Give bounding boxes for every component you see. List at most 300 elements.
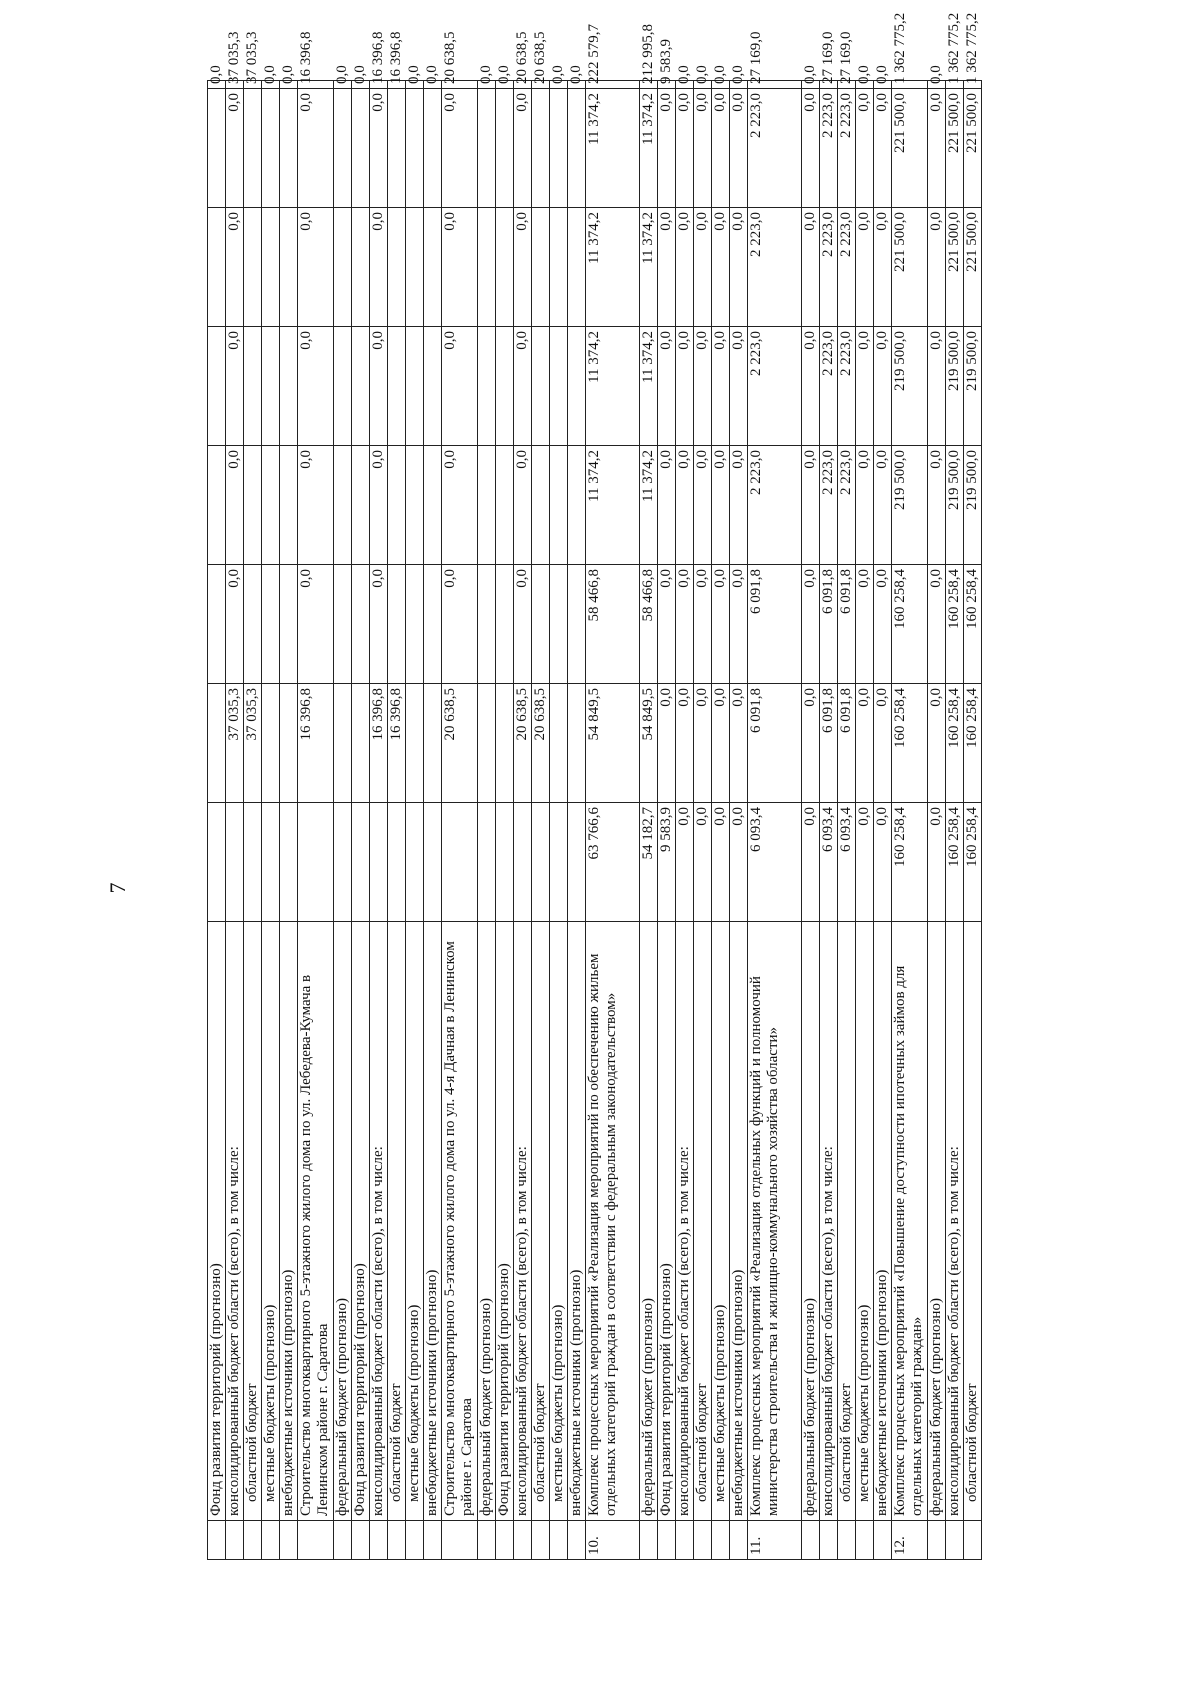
row-number	[730, 1521, 748, 1560]
row-label: местные бюджеты (прогнозно)	[712, 922, 730, 1521]
value-cell: 63 766,6	[586, 803, 640, 922]
value-cell	[424, 446, 442, 565]
row-number	[550, 1521, 568, 1560]
value-cell	[532, 327, 550, 446]
table-row	[532, 81, 550, 1560]
value-cell: 0,0	[514, 208, 532, 327]
value-cell	[280, 208, 298, 327]
value-cell: 6 091,8	[820, 684, 838, 803]
value-cell	[244, 446, 262, 565]
value-cell: 0,0	[730, 803, 748, 922]
value-cell: 160 258,4	[964, 684, 982, 803]
row-number: 11.	[748, 1521, 802, 1560]
value-cell	[262, 208, 280, 327]
table-row	[514, 81, 532, 1560]
value-cell: 0,0	[928, 565, 946, 684]
row-number	[226, 1521, 244, 1560]
row-label: федеральный бюджет (прогнозно)	[928, 922, 946, 1521]
row-number	[532, 1521, 550, 1560]
table-row	[370, 81, 388, 1560]
table-row	[334, 81, 352, 1560]
value-cell	[262, 446, 280, 565]
value-cell	[298, 803, 334, 922]
table-row	[388, 81, 406, 1560]
value-cell: 0,0	[856, 565, 874, 684]
value-cell: 0,0	[802, 803, 820, 922]
value-cell: 0,0	[802, 89, 820, 208]
value-cell: 0,0	[658, 89, 676, 208]
value-cell: 0,0	[676, 327, 694, 446]
value-cell: 0,0	[568, 81, 586, 89]
value-cell	[388, 208, 406, 327]
value-cell	[244, 327, 262, 446]
value-cell	[208, 446, 226, 565]
value-cell: 0,0	[442, 565, 478, 684]
value-cell	[568, 446, 586, 565]
value-cell: 160 258,4	[964, 565, 982, 684]
value-cell: 6 093,4	[820, 803, 838, 922]
value-cell: 0,0	[730, 446, 748, 565]
row-number	[640, 1521, 658, 1560]
value-cell	[424, 89, 442, 208]
value-cell: 6 093,4	[748, 803, 802, 922]
value-cell: 9 583,9	[658, 803, 676, 922]
value-cell	[478, 565, 496, 684]
table-row	[748, 81, 802, 1560]
value-cell	[352, 327, 370, 446]
value-cell: 219 500,0	[946, 446, 964, 565]
value-cell	[352, 89, 370, 208]
row-number: 12.	[892, 1521, 928, 1560]
value-cell: 16 396,8	[370, 684, 388, 803]
value-cell	[496, 446, 514, 565]
value-cell: 0,0	[370, 327, 388, 446]
value-cell: 0,0	[658, 446, 676, 565]
value-cell: 58 466,8	[640, 565, 658, 684]
value-cell	[568, 684, 586, 803]
value-cell	[244, 89, 262, 208]
value-cell: 20 638,5	[514, 684, 532, 803]
value-cell	[334, 446, 352, 565]
table-row	[712, 81, 730, 1560]
value-cell: 0,0	[658, 565, 676, 684]
value-cell: 6 091,8	[748, 684, 802, 803]
value-cell: 2 223,0	[838, 446, 856, 565]
value-cell: 0,0	[928, 446, 946, 565]
value-cell	[406, 446, 424, 565]
row-label: консолидированный бюджет области (всего), в том числе:	[370, 922, 388, 1521]
value-cell	[550, 327, 568, 446]
value-cell: 0,0	[712, 327, 730, 446]
value-cell: 0,0	[730, 208, 748, 327]
page-number: 7	[105, 882, 130, 894]
value-cell: 0,0	[442, 446, 478, 565]
row-number	[694, 1521, 712, 1560]
value-cell	[208, 684, 226, 803]
value-cell: 0,0	[676, 446, 694, 565]
value-cell: 160 258,4	[892, 684, 928, 803]
value-cell: 1 362 775,2	[964, 81, 982, 89]
table-row	[838, 81, 856, 1560]
value-cell: 0,0	[856, 327, 874, 446]
value-cell	[388, 327, 406, 446]
value-cell: 2 223,0	[820, 446, 838, 565]
table-row	[892, 81, 928, 1560]
value-cell: 0,0	[856, 684, 874, 803]
value-cell	[568, 208, 586, 327]
row-number	[334, 1521, 352, 1560]
value-cell: 0,0	[856, 208, 874, 327]
value-cell: 6 091,8	[838, 684, 856, 803]
value-cell	[550, 684, 568, 803]
value-cell: 11 374,2	[640, 327, 658, 446]
value-cell: 0,0	[730, 327, 748, 446]
row-number	[424, 1521, 442, 1560]
row-label: Строительство многоквартирного 5-этажного жилого дома по ул. 4-я Дачная в Ленинском районе г. Саратова	[442, 922, 478, 1521]
value-cell: 27 169,0	[838, 81, 856, 89]
row-label: местные бюджеты (прогнозно)	[856, 922, 874, 1521]
row-number	[928, 1521, 946, 1560]
value-cell	[334, 208, 352, 327]
value-cell: 0,0	[694, 565, 712, 684]
value-cell: 221 500,0	[946, 89, 964, 208]
value-cell: 0,0	[370, 89, 388, 208]
value-cell: 0,0	[658, 684, 676, 803]
value-cell: 0,0	[802, 684, 820, 803]
value-cell	[406, 803, 424, 922]
table-row	[946, 81, 964, 1560]
value-cell	[550, 565, 568, 684]
value-cell: 0,0	[874, 565, 892, 684]
row-number	[370, 1521, 388, 1560]
value-cell	[370, 803, 388, 922]
value-cell	[244, 803, 262, 922]
table-row	[802, 81, 820, 1560]
value-cell: 27 169,0	[820, 81, 838, 89]
row-label: внебюджетные источники (прогнозно)	[280, 922, 298, 1521]
row-number	[856, 1521, 874, 1560]
value-cell: 2 223,0	[838, 327, 856, 446]
value-cell: 219 500,0	[964, 446, 982, 565]
row-number	[874, 1521, 892, 1560]
value-cell: 20 638,5	[442, 684, 478, 803]
value-cell: 0,0	[802, 208, 820, 327]
value-cell: 0,0	[874, 208, 892, 327]
value-cell: 16 396,8	[388, 684, 406, 803]
value-cell: 0,0	[802, 327, 820, 446]
row-number	[478, 1521, 496, 1560]
value-cell: 0,0	[406, 81, 424, 89]
value-cell: 0,0	[262, 81, 280, 89]
value-cell	[334, 684, 352, 803]
value-cell	[424, 208, 442, 327]
row-label: консолидированный бюджет области (всего), в том числе:	[514, 922, 532, 1521]
table-row	[208, 81, 226, 1560]
table-row	[352, 81, 370, 1560]
row-number	[802, 1521, 820, 1560]
table-row	[406, 81, 424, 1560]
value-cell: 0,0	[226, 446, 244, 565]
row-label: внебюджетные источники (прогнозно)	[424, 922, 442, 1521]
value-cell: 219 500,0	[946, 327, 964, 446]
row-number: 10.	[586, 1521, 640, 1560]
row-label: федеральный бюджет (прогнозно)	[334, 922, 352, 1521]
row-label: Фонд развития территорий (прогнозно)	[352, 922, 370, 1521]
value-cell: 0,0	[712, 81, 730, 89]
value-cell: 0,0	[928, 208, 946, 327]
value-cell	[208, 803, 226, 922]
value-cell: 221 500,0	[892, 89, 928, 208]
value-cell: 58 466,8	[586, 565, 640, 684]
value-cell: 2 223,0	[820, 327, 838, 446]
value-cell: 11 374,2	[586, 446, 640, 565]
value-cell	[532, 89, 550, 208]
value-cell: 219 500,0	[892, 446, 928, 565]
row-label: федеральный бюджет (прогнозно)	[478, 922, 496, 1521]
value-cell: 0,0	[442, 208, 478, 327]
value-cell	[406, 327, 424, 446]
value-cell: 0,0	[874, 803, 892, 922]
value-cell: 0,0	[226, 327, 244, 446]
value-cell: 11 374,2	[640, 208, 658, 327]
value-cell: 0,0	[298, 327, 334, 446]
value-cell	[478, 208, 496, 327]
value-cell	[568, 803, 586, 922]
value-cell: 6 091,8	[820, 565, 838, 684]
value-cell: 54 182,7	[640, 803, 658, 922]
row-label: консолидированный бюджет области (всего), в том числе:	[226, 922, 244, 1521]
value-cell	[478, 327, 496, 446]
table-row	[658, 81, 676, 1560]
value-cell	[478, 684, 496, 803]
rotated-table-container	[207, 12, 1069, 1560]
value-cell: 0,0	[712, 565, 730, 684]
value-cell	[226, 803, 244, 922]
value-cell: 219 500,0	[964, 327, 982, 446]
value-cell	[478, 89, 496, 208]
value-cell: 0,0	[694, 803, 712, 922]
value-cell: 0,0	[928, 803, 946, 922]
value-cell: 54 849,5	[586, 684, 640, 803]
value-cell	[262, 327, 280, 446]
value-cell: 0,0	[712, 89, 730, 208]
value-cell	[532, 803, 550, 922]
value-cell	[388, 89, 406, 208]
value-cell: 0,0	[928, 684, 946, 803]
table-row	[874, 81, 892, 1560]
value-cell	[406, 684, 424, 803]
value-cell: 20 638,5	[532, 684, 550, 803]
value-cell: 0,0	[802, 81, 820, 89]
table-row	[442, 81, 478, 1560]
value-cell: 0,0	[694, 446, 712, 565]
value-cell: 6 093,4	[838, 803, 856, 922]
value-cell: 0,0	[928, 81, 946, 89]
value-cell: 0,0	[298, 446, 334, 565]
row-label: федеральный бюджет (прогнозно)	[640, 922, 658, 1521]
table-row	[298, 81, 334, 1560]
value-cell	[424, 565, 442, 684]
value-cell	[334, 565, 352, 684]
row-number	[388, 1521, 406, 1560]
row-label: консолидированный бюджет области (всего), в том числе:	[676, 922, 694, 1521]
value-cell: 16 396,8	[370, 81, 388, 89]
value-cell: 2 223,0	[838, 89, 856, 208]
value-cell: 160 258,4	[946, 803, 964, 922]
value-cell: 37 035,3	[226, 684, 244, 803]
value-cell: 222 579,7	[586, 81, 640, 89]
value-cell: 0,0	[712, 684, 730, 803]
value-cell: 0,0	[928, 89, 946, 208]
value-cell	[334, 803, 352, 922]
row-label: областной бюджет	[244, 922, 262, 1521]
table-row	[424, 81, 442, 1560]
value-cell: 0,0	[370, 446, 388, 565]
row-label: областной бюджет	[964, 922, 982, 1521]
value-cell	[532, 446, 550, 565]
value-cell: 0,0	[874, 81, 892, 89]
value-cell: 160 258,4	[964, 803, 982, 922]
value-cell	[568, 327, 586, 446]
value-cell: 0,0	[856, 89, 874, 208]
value-cell	[568, 89, 586, 208]
value-cell: 2 223,0	[820, 89, 838, 208]
row-label: федеральный бюджет (прогнозно)	[802, 922, 820, 1521]
row-number	[514, 1521, 532, 1560]
value-cell: 6 091,8	[838, 565, 856, 684]
value-cell	[478, 446, 496, 565]
value-cell	[280, 803, 298, 922]
value-cell	[334, 327, 352, 446]
value-cell: 0,0	[298, 565, 334, 684]
value-cell: 0,0	[856, 81, 874, 89]
value-cell: 0,0	[226, 565, 244, 684]
value-cell	[352, 803, 370, 922]
value-cell	[388, 803, 406, 922]
value-cell	[550, 208, 568, 327]
value-cell	[208, 565, 226, 684]
row-number	[352, 1521, 370, 1560]
row-label: Строительство многоквартирного 5-этажного жилого дома по ул. Лебедева-Кумача в Ленинском районе г. Саратова	[298, 922, 334, 1521]
table-row	[478, 81, 496, 1560]
value-cell: 0,0	[496, 81, 514, 89]
value-cell: 0,0	[802, 565, 820, 684]
value-cell	[532, 208, 550, 327]
value-cell: 20 638,5	[514, 81, 532, 89]
value-cell	[352, 565, 370, 684]
value-cell: 2 223,0	[748, 89, 802, 208]
value-cell: 1 362 775,2	[892, 81, 928, 89]
value-cell: 0,0	[514, 89, 532, 208]
value-cell: 0,0	[712, 446, 730, 565]
value-cell: 0,0	[874, 327, 892, 446]
value-cell: 0,0	[442, 89, 478, 208]
row-label: областной бюджет	[694, 922, 712, 1521]
row-number	[712, 1521, 730, 1560]
value-cell	[550, 446, 568, 565]
value-cell: 0,0	[676, 81, 694, 89]
value-cell: 0,0	[730, 565, 748, 684]
value-cell: 0,0	[208, 81, 226, 89]
row-number	[244, 1521, 262, 1560]
value-cell: 0,0	[226, 208, 244, 327]
value-cell	[514, 803, 532, 922]
table-row	[496, 81, 514, 1560]
value-cell: 11 374,2	[640, 446, 658, 565]
value-cell	[442, 803, 478, 922]
row-number	[964, 1521, 982, 1560]
value-cell	[496, 89, 514, 208]
table-row	[550, 81, 568, 1560]
table-row	[640, 81, 658, 1560]
table-row	[568, 81, 586, 1560]
value-cell: 11 374,2	[586, 208, 640, 327]
value-cell: 16 396,8	[388, 81, 406, 89]
row-label: областной бюджет	[838, 922, 856, 1521]
value-cell	[532, 565, 550, 684]
row-label: консолидированный бюджет области (всего), в том числе:	[946, 922, 964, 1521]
value-cell	[352, 446, 370, 565]
value-cell: 160 258,4	[946, 684, 964, 803]
table-row	[964, 81, 982, 1560]
value-cell	[280, 565, 298, 684]
value-cell	[478, 803, 496, 922]
value-cell: 0,0	[856, 446, 874, 565]
value-cell: 0,0	[514, 565, 532, 684]
value-cell: 2 223,0	[748, 446, 802, 565]
value-cell: 221 500,0	[946, 208, 964, 327]
value-cell	[568, 565, 586, 684]
value-cell	[280, 684, 298, 803]
row-number	[946, 1521, 964, 1560]
value-cell: 0,0	[676, 208, 694, 327]
value-cell: 0,0	[676, 565, 694, 684]
value-cell: 0,0	[694, 208, 712, 327]
budget-table	[207, 12, 982, 1560]
value-cell: 0,0	[712, 208, 730, 327]
value-cell: 0,0	[856, 803, 874, 922]
value-cell: 37 035,3	[244, 684, 262, 803]
row-label: внебюджетные источники (прогнозно)	[730, 922, 748, 1521]
value-cell: 160 258,4	[946, 565, 964, 684]
value-cell	[550, 803, 568, 922]
value-cell: 0,0	[694, 327, 712, 446]
value-cell: 0,0	[928, 327, 946, 446]
value-cell	[424, 327, 442, 446]
table-row	[928, 81, 946, 1560]
budget-table-body	[208, 12, 982, 1560]
value-cell	[262, 684, 280, 803]
value-cell: 2 223,0	[748, 208, 802, 327]
value-cell	[406, 565, 424, 684]
table-row	[676, 81, 694, 1560]
value-cell: 0,0	[478, 81, 496, 89]
row-label: местные бюджеты (прогнозно)	[262, 922, 280, 1521]
value-cell: 0,0	[730, 684, 748, 803]
value-cell	[208, 89, 226, 208]
value-cell: 0,0	[658, 327, 676, 446]
value-cell: 0,0	[730, 89, 748, 208]
value-cell	[496, 208, 514, 327]
value-cell: 0,0	[874, 684, 892, 803]
value-cell	[208, 208, 226, 327]
row-number	[568, 1521, 586, 1560]
value-cell	[280, 89, 298, 208]
table-row	[262, 81, 280, 1560]
value-cell	[262, 803, 280, 922]
value-cell: 212 995,8	[640, 81, 658, 89]
value-cell: 221 500,0	[892, 208, 928, 327]
